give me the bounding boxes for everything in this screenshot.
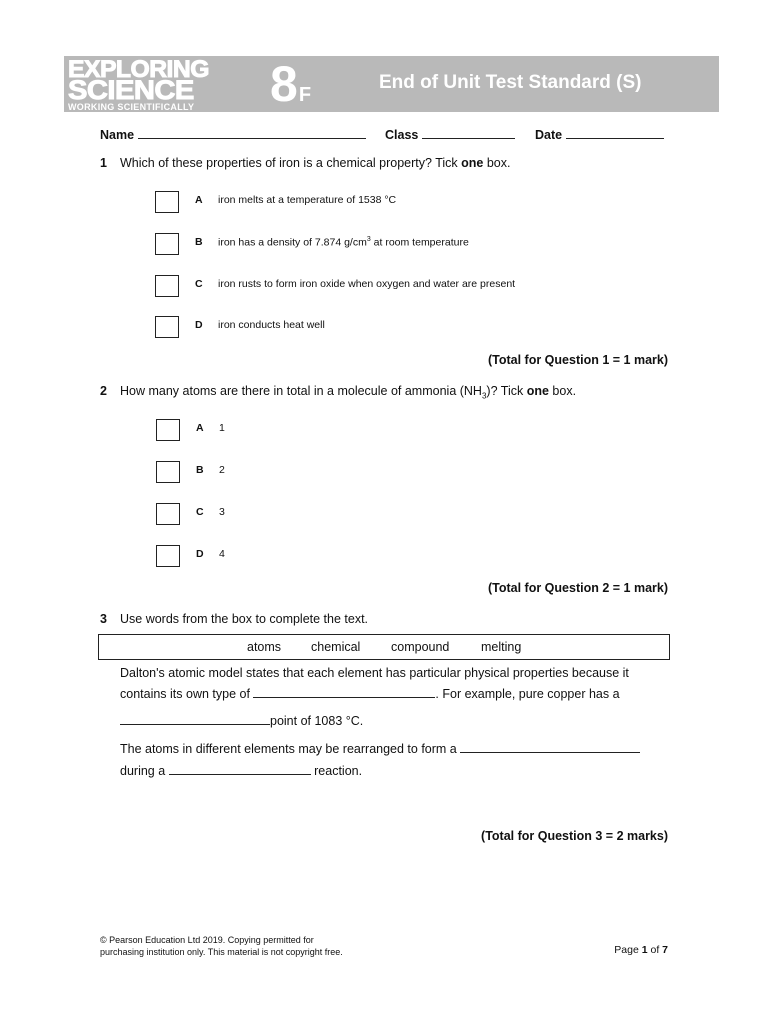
logo-line-2: SCIENCE — [68, 75, 194, 105]
tick-box[interactable] — [155, 316, 179, 338]
option-letter: B — [196, 464, 204, 476]
answer-blank-2[interactable] — [120, 724, 270, 725]
logo-line-1: EXPLORING — [68, 56, 209, 83]
option-text-end: at room temperature — [370, 236, 469, 249]
page-number — [614, 944, 668, 956]
option-letter: B — [195, 236, 203, 248]
option-letter: D — [195, 319, 203, 331]
option-letter: C — [196, 506, 204, 518]
tick-box[interactable] — [155, 275, 179, 297]
exploring-science-logo — [68, 56, 246, 112]
option-text: iron rusts to form iron oxide when oxygen and water are present — [218, 278, 516, 290]
question-2 — [100, 384, 576, 401]
header-banner — [64, 56, 719, 112]
page-total: 7 — [662, 944, 668, 956]
name-label: Name — [100, 128, 135, 142]
question-number: 2 — [100, 384, 107, 398]
option-text: iron melts at a temperature of 1538 °C — [218, 194, 397, 206]
word-melting: melting — [481, 640, 522, 654]
name-line[interactable] — [138, 138, 366, 139]
q2-total: (Total for Question 2 = 1 mark) — [487, 581, 668, 595]
unit-code — [270, 56, 311, 112]
question-3 — [100, 612, 368, 626]
test-title: End of Unit Test Standard (S) — [379, 72, 642, 93]
question-text: How many atoms are there in total in a molecule of ammonia (NH — [120, 384, 482, 398]
text-before-blank: during a — [120, 764, 169, 778]
question-text: Which of these properties of iron is a chemical property? Tick — [120, 156, 462, 170]
text-after-blank: . For example, pure copper has a — [435, 687, 620, 701]
q3-total: (Total for Question 3 = 2 marks) — [481, 829, 668, 843]
copyright-line-2: purchasing institution only. This material is not copyright free. — [100, 947, 343, 957]
page-current: 1 — [641, 944, 648, 956]
q3-text-line-5 — [120, 764, 362, 778]
unit-letter: F — [298, 84, 312, 106]
q3-text-line-4 — [120, 742, 640, 756]
class-line[interactable] — [422, 138, 515, 139]
class-field[interactable] — [385, 128, 515, 142]
word-chemical: chemical — [311, 640, 361, 654]
question-1 — [100, 156, 510, 170]
superscript: 3 — [366, 236, 371, 243]
option-text: 4 — [219, 548, 225, 560]
answer-blank-4[interactable] — [169, 774, 311, 775]
page-of: of — [647, 944, 663, 956]
q3-text-line-3 — [120, 714, 363, 728]
text-before-blank: The atoms in different elements may be rearranged to form a — [120, 742, 461, 756]
q3-text-line-1: Dalton's atomic model states that each element has particular physical properties because it — [120, 666, 629, 680]
option-text — [218, 236, 469, 249]
word-atoms: atoms — [247, 640, 282, 654]
tick-box[interactable] — [156, 503, 180, 525]
tick-box[interactable] — [156, 419, 180, 441]
option-text: 2 — [219, 464, 225, 476]
tick-box[interactable] — [155, 191, 179, 213]
unit-number: 8 — [270, 56, 298, 112]
question-text: Use words from the box to complete the text. — [120, 612, 369, 626]
date-label: Date — [535, 128, 563, 142]
tick-box[interactable] — [156, 545, 180, 567]
name-field[interactable] — [100, 128, 366, 142]
option-text: 3 — [219, 506, 225, 518]
q1-total: (Total for Question 1 = 1 mark) — [487, 353, 668, 367]
q3-text-line-2 — [120, 687, 620, 701]
option-letter: C — [195, 278, 203, 290]
option-text: iron conducts heat well — [218, 319, 325, 331]
question-number: 3 — [100, 612, 107, 626]
question-emphasis: one — [461, 156, 484, 170]
text-after-blank: reaction. — [310, 764, 363, 778]
option-text-start: iron has a density of 7.874 g/cm — [218, 236, 367, 249]
answer-blank-1[interactable] — [253, 697, 435, 698]
question-emphasis: one — [526, 384, 549, 398]
option-letter: A — [196, 422, 204, 434]
word-box — [98, 634, 670, 660]
logo-line-3: WORKING SCIENTIFICALLY — [68, 102, 195, 112]
option-letter: A — [195, 194, 203, 206]
question-text-end: box. — [483, 156, 511, 170]
question-number: 1 — [100, 156, 107, 170]
question-text-end: box. — [548, 384, 577, 398]
option-letter: D — [196, 548, 204, 560]
date-line[interactable] — [566, 138, 664, 139]
subscript: 3 — [481, 391, 487, 401]
tick-box[interactable] — [155, 233, 179, 255]
class-label: Class — [385, 128, 419, 142]
tick-box[interactable] — [156, 461, 180, 483]
page-label: Page — [614, 944, 642, 956]
option-text: 1 — [219, 422, 225, 434]
question-text-mid: )? Tick — [486, 384, 527, 398]
text-after-blank: point of 1083 °C. — [270, 714, 364, 728]
copyright-notice — [100, 934, 343, 958]
text-before-blank: contains its own type of — [120, 687, 254, 701]
word-compound: compound — [391, 640, 450, 654]
copyright-line-1: © Pearson Education Ltd 2019. Copying permitted for — [100, 935, 314, 945]
date-field[interactable] — [535, 128, 664, 142]
answer-blank-3[interactable] — [460, 752, 640, 753]
